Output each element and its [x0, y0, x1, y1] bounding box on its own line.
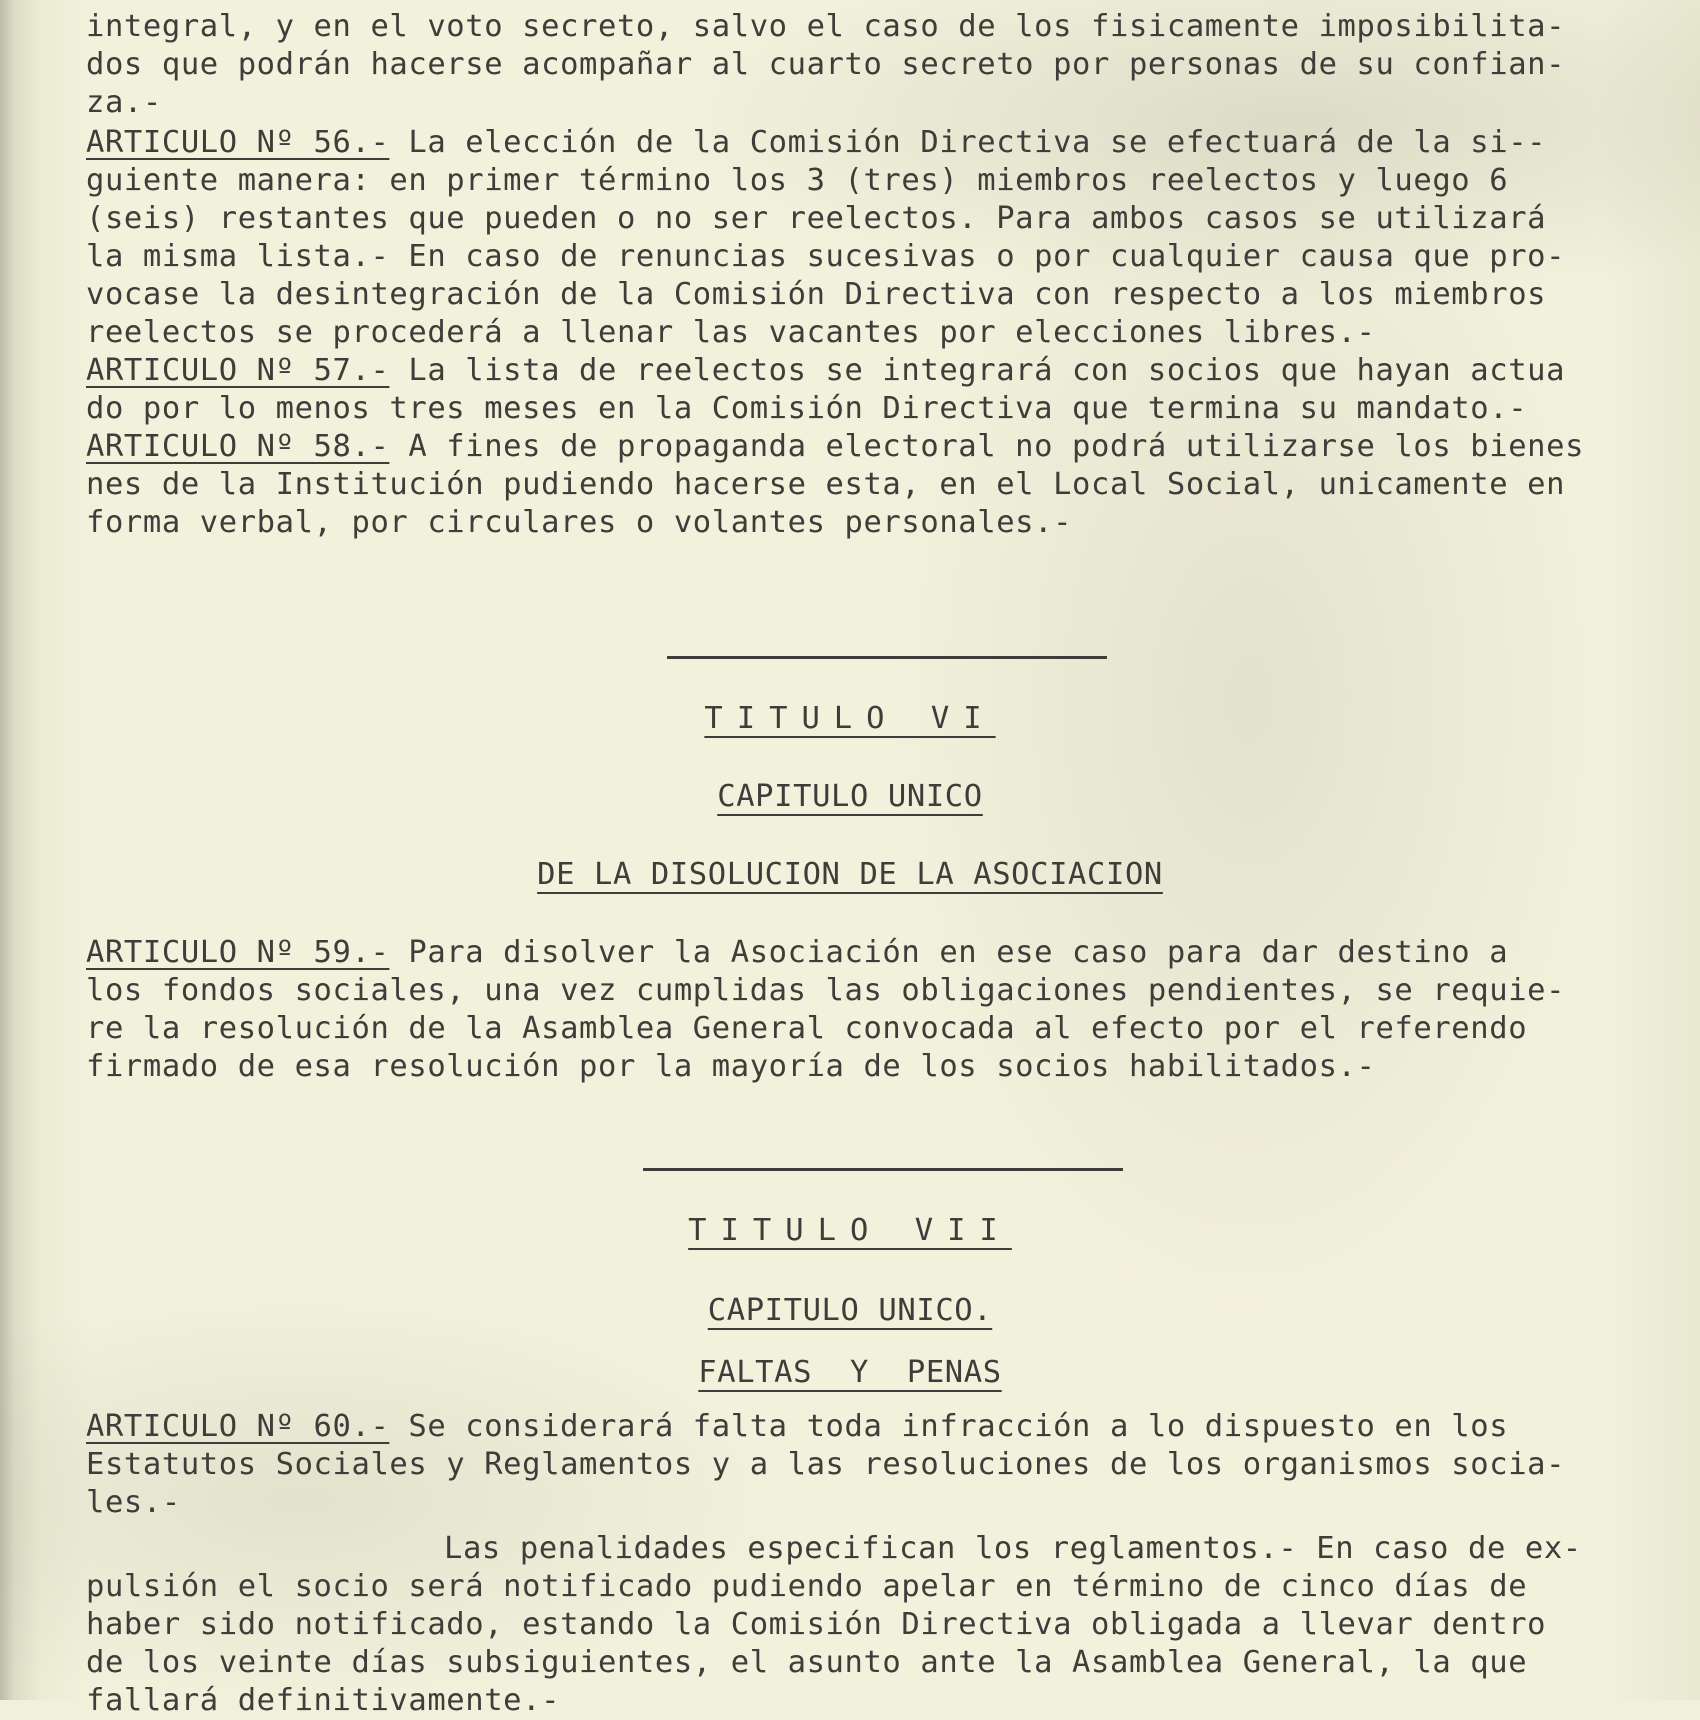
text-line: do por lo menos tres meses en la Comisión Directiva que termina su mandato.- — [86, 391, 1528, 426]
text-line: vocase la desintegración de la Comisión Directiva con respecto a los miembros — [86, 277, 1547, 312]
article-58-first-line — [86, 428, 1584, 466]
article-60-text: Se considerará falta toda infracción a lo dispuesto en los — [389, 1409, 1509, 1444]
article-56-text: La elección de la Comisión Directiva se efectuará de la si-- — [389, 125, 1547, 160]
titulo-vii-chapter: CAPITULO UNICO. — [707, 1293, 993, 1328]
titulo-vi-subject-line — [0, 856, 1700, 894]
article-58-text: A fines de propaganda electoral no podrá utilizarse los bienes — [389, 429, 1585, 464]
text-line: (seis) restantes que pueden o no ser reelectos. Para ambos casos se utilizará — [86, 201, 1547, 236]
text-line: fallará definitivamente.- — [86, 1683, 561, 1718]
text-line: la misma lista.- En caso de renuncias sucesivas o por cualquier causa que pro- — [86, 239, 1566, 274]
article-59-label: ARTICULO Nº 59.- — [86, 935, 390, 970]
article-59-text: Para disolver la Asociación en ese caso para dar destino a — [389, 935, 1509, 970]
text-line: haber sido notificado, estando la Comisión Directiva obligada a llevar dentro — [86, 1607, 1547, 1642]
titulo-vii-chapter-line — [0, 1292, 1700, 1330]
text-line: za.- — [86, 85, 162, 120]
article-57-text: La lista de reelectos se integrará con socios que hayan actua — [389, 353, 1566, 388]
text-line: Estatutos Sociales y Reglamentos y a las resoluciones de los organismos socia- — [86, 1447, 1566, 1482]
titulo-vi-subject: DE LA DISOLUCION DE LA ASOCIACION — [537, 857, 1163, 892]
text-line: re la resolución de la Asamblea General convocada al efecto por el referendo — [86, 1011, 1528, 1046]
article-59-first-line — [86, 934, 1508, 972]
titulo-vi-chapter: CAPITULO UNICO — [717, 779, 983, 814]
article-56-label: ARTICULO Nº 56.- — [86, 125, 390, 160]
titulo-vii-subject-line — [0, 1354, 1700, 1392]
titulo-vi-heading — [0, 700, 1700, 738]
article-60-label: ARTICULO Nº 60.- — [86, 1409, 390, 1444]
text-line: guiente manera: en primer término los 3 (tres) miembros reelectos y luego 6 — [86, 163, 1509, 198]
article-57-label: ARTICULO Nº 57.- — [86, 353, 390, 388]
text-line: Las penalidades especifican los reglamentos.- En caso de ex- — [444, 1531, 1582, 1566]
text-line: reelectos se procederá a llenar las vacantes por elecciones libres.- — [86, 315, 1376, 350]
text-line: forma verbal, por circulares o volantes personales.- — [86, 505, 1073, 540]
text-line: integral, y en el voto secreto, salvo el caso de los fisicamente imposibilita- — [86, 9, 1566, 44]
titulo-vi-title: TITULO VI — [704, 701, 996, 736]
article-58-label: ARTICULO Nº 58.- — [86, 429, 390, 464]
titulo-vii-title: TITULO VII — [688, 1213, 1012, 1248]
section-divider — [667, 656, 1107, 659]
text-line: los fondos sociales, una vez cumplidas las obligaciones pendientes, se requie- — [86, 973, 1566, 1008]
titulo-vi-chapter-line — [0, 778, 1700, 816]
text-line: firmado de esa resolución por la mayoría de los socios habilitados.- — [86, 1049, 1376, 1084]
article-56-first-line — [86, 124, 1546, 162]
text-line: pulsión el socio será notificado pudiendo apelar en término de cinco días de — [86, 1569, 1528, 1604]
titulo-vii-heading — [0, 1212, 1700, 1250]
article-60-first-line — [86, 1408, 1508, 1446]
titulo-vii-subject: FALTAS Y PENAS — [698, 1355, 1002, 1390]
text-line: nes de la Institución pudiendo hacerse esta, en el Local Social, unicamente en — [86, 467, 1566, 502]
article-57-first-line — [86, 352, 1565, 390]
text-line: de los veinte días subsiguientes, el asunto ante la Asamblea General, la que — [86, 1645, 1528, 1680]
text-line: les.- — [86, 1485, 181, 1520]
text-line: dos que podrán hacerse acompañar al cuarto secreto por personas de su confian- — [86, 47, 1566, 82]
section-divider — [643, 1168, 1123, 1171]
